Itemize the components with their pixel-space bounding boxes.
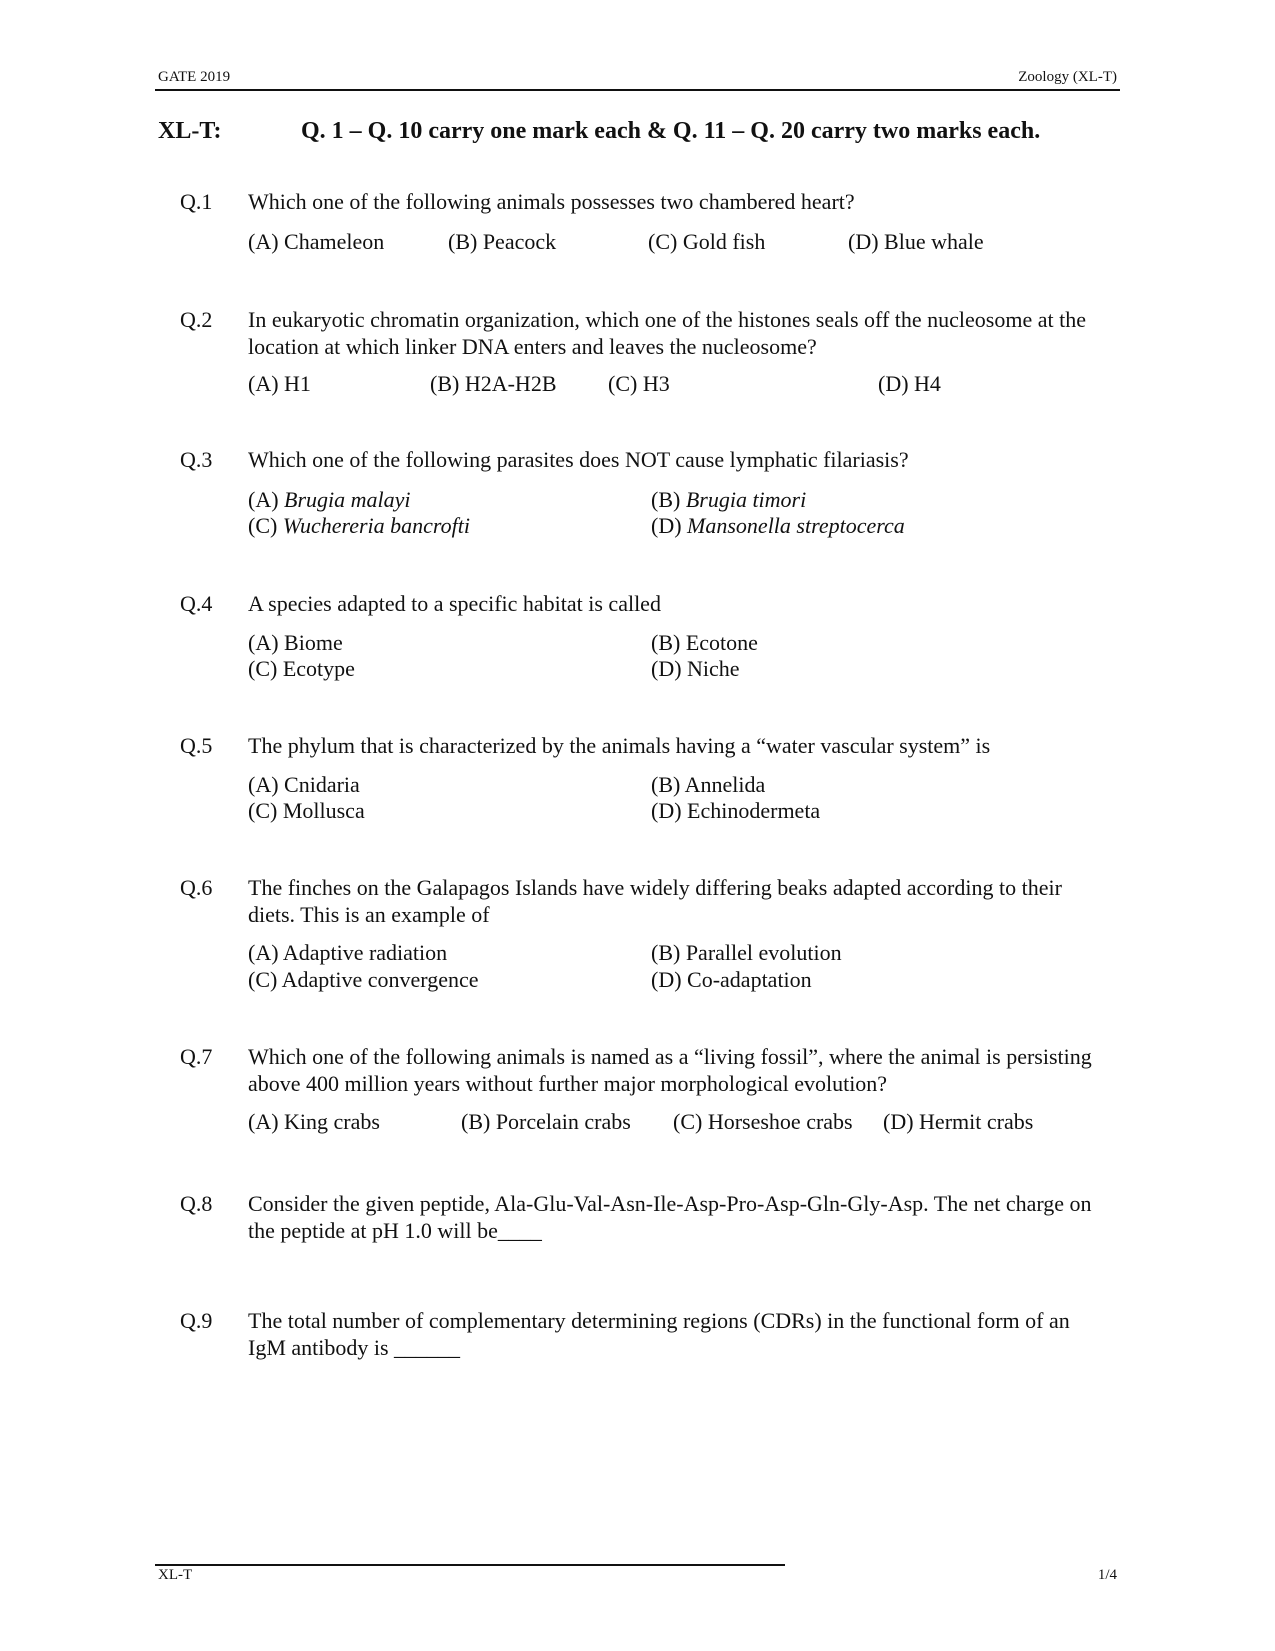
option-b: (B) Ecotone [651, 630, 758, 655]
option-a: (A) Brugia malayi [248, 487, 411, 512]
option-c: (C) Ecotype [248, 656, 355, 681]
question-stem: Consider the given peptide, Ala-Glu-Val-Asn-Ile-Asp-Pro-Asp-Gln-Gly-Asp. The net charge on the peptide at pH 1.0 will be____ [248, 1191, 1092, 1243]
header-paper-name: Zoology (XL-T) [1018, 69, 1117, 85]
question-number: Q.3 [180, 447, 213, 472]
question-number: Q.2 [180, 307, 213, 332]
question-number: Q.6 [180, 875, 213, 900]
option-d: (D) Echinodermeta [651, 798, 821, 823]
option-a: (A) Cnidaria [248, 772, 360, 797]
option-b: (B) Annelida [651, 772, 766, 797]
question-stem: Which one of the following animals possesses two chambered heart? [248, 189, 855, 214]
question-number: Q.7 [180, 1044, 213, 1069]
footer-paper-code: XL-T [158, 1567, 193, 1583]
question-stem: Which one of the following animals is named as a “living fossil”, where the animal is persisting above 400 million years without further major morphological evolution? [248, 1044, 1092, 1096]
question-number: Q.1 [180, 189, 213, 214]
question-number: Q.4 [180, 591, 213, 616]
header-exam-name: GATE 2019 [158, 69, 231, 85]
question-stem: Which one of the following parasites does NOT cause lymphatic filariasis? [248, 447, 909, 472]
question-number: Q.5 [180, 733, 213, 758]
question-number: Q.8 [180, 1191, 213, 1216]
option-c: (C) Gold fish [648, 229, 766, 254]
option-d: (D) Hermit crabs [883, 1109, 1034, 1134]
option-a: (A) Adaptive radiation [248, 940, 448, 965]
option-d: (D) Niche [651, 656, 740, 681]
option-a: (A) King crabs [248, 1109, 380, 1134]
option-b: (B) Peacock [448, 229, 557, 254]
section-marks-note: Q. 1 – Q. 10 carry one mark each & Q. 11 – Q. 20 carry two marks each. [301, 118, 1041, 144]
option-b: (B) Brugia timori [651, 487, 807, 512]
option-b: (B) Porcelain crabs [461, 1109, 631, 1134]
option-d: (D) Blue whale [848, 229, 984, 254]
question-stem: The finches on the Galapagos Islands have widely differing beaks adapted according to their diets. This is an example of [248, 875, 1062, 927]
option-c: (C) Adaptive convergence [248, 967, 479, 992]
option-c: (C) Horseshoe crabs [673, 1109, 853, 1134]
option-a: (A) H1 [248, 371, 311, 396]
option-c: (C) Wuchereria bancrofti [248, 513, 470, 538]
question-stem: A species adapted to a specific habitat is called [248, 591, 661, 616]
option-b: (B) H2A-H2B [430, 371, 557, 396]
footer-page-number: 1/4 [1097, 1567, 1117, 1583]
option-a: (A) Biome [248, 630, 343, 655]
option-d: (D) Mansonella streptocerca [651, 513, 905, 538]
question-stem: In eukaryotic chromatin organization, which one of the histones seals off the nucleosome at the location at which linker DNA enters and leaves the nucleosome? [248, 307, 1086, 359]
option-c: (C) H3 [608, 371, 670, 396]
option-d: (D) Co-adaptation [651, 967, 812, 992]
option-a: (A) Chameleon [248, 229, 385, 254]
question-stem: The total number of complementary determining regions (CDRs) in the functional form of an IgM antibody is ______ [248, 1308, 1070, 1360]
header-divider [155, 89, 1120, 91]
option-d: (D) H4 [878, 371, 941, 396]
section-code: XL-T: [158, 118, 222, 144]
question-stem: The phylum that is characterized by the animals having a “water vascular system” is [248, 733, 991, 758]
question-number: Q.9 [180, 1308, 213, 1333]
option-c: (C) Mollusca [248, 798, 365, 823]
option-b: (B) Parallel evolution [651, 940, 842, 965]
footer-divider [155, 1564, 785, 1566]
